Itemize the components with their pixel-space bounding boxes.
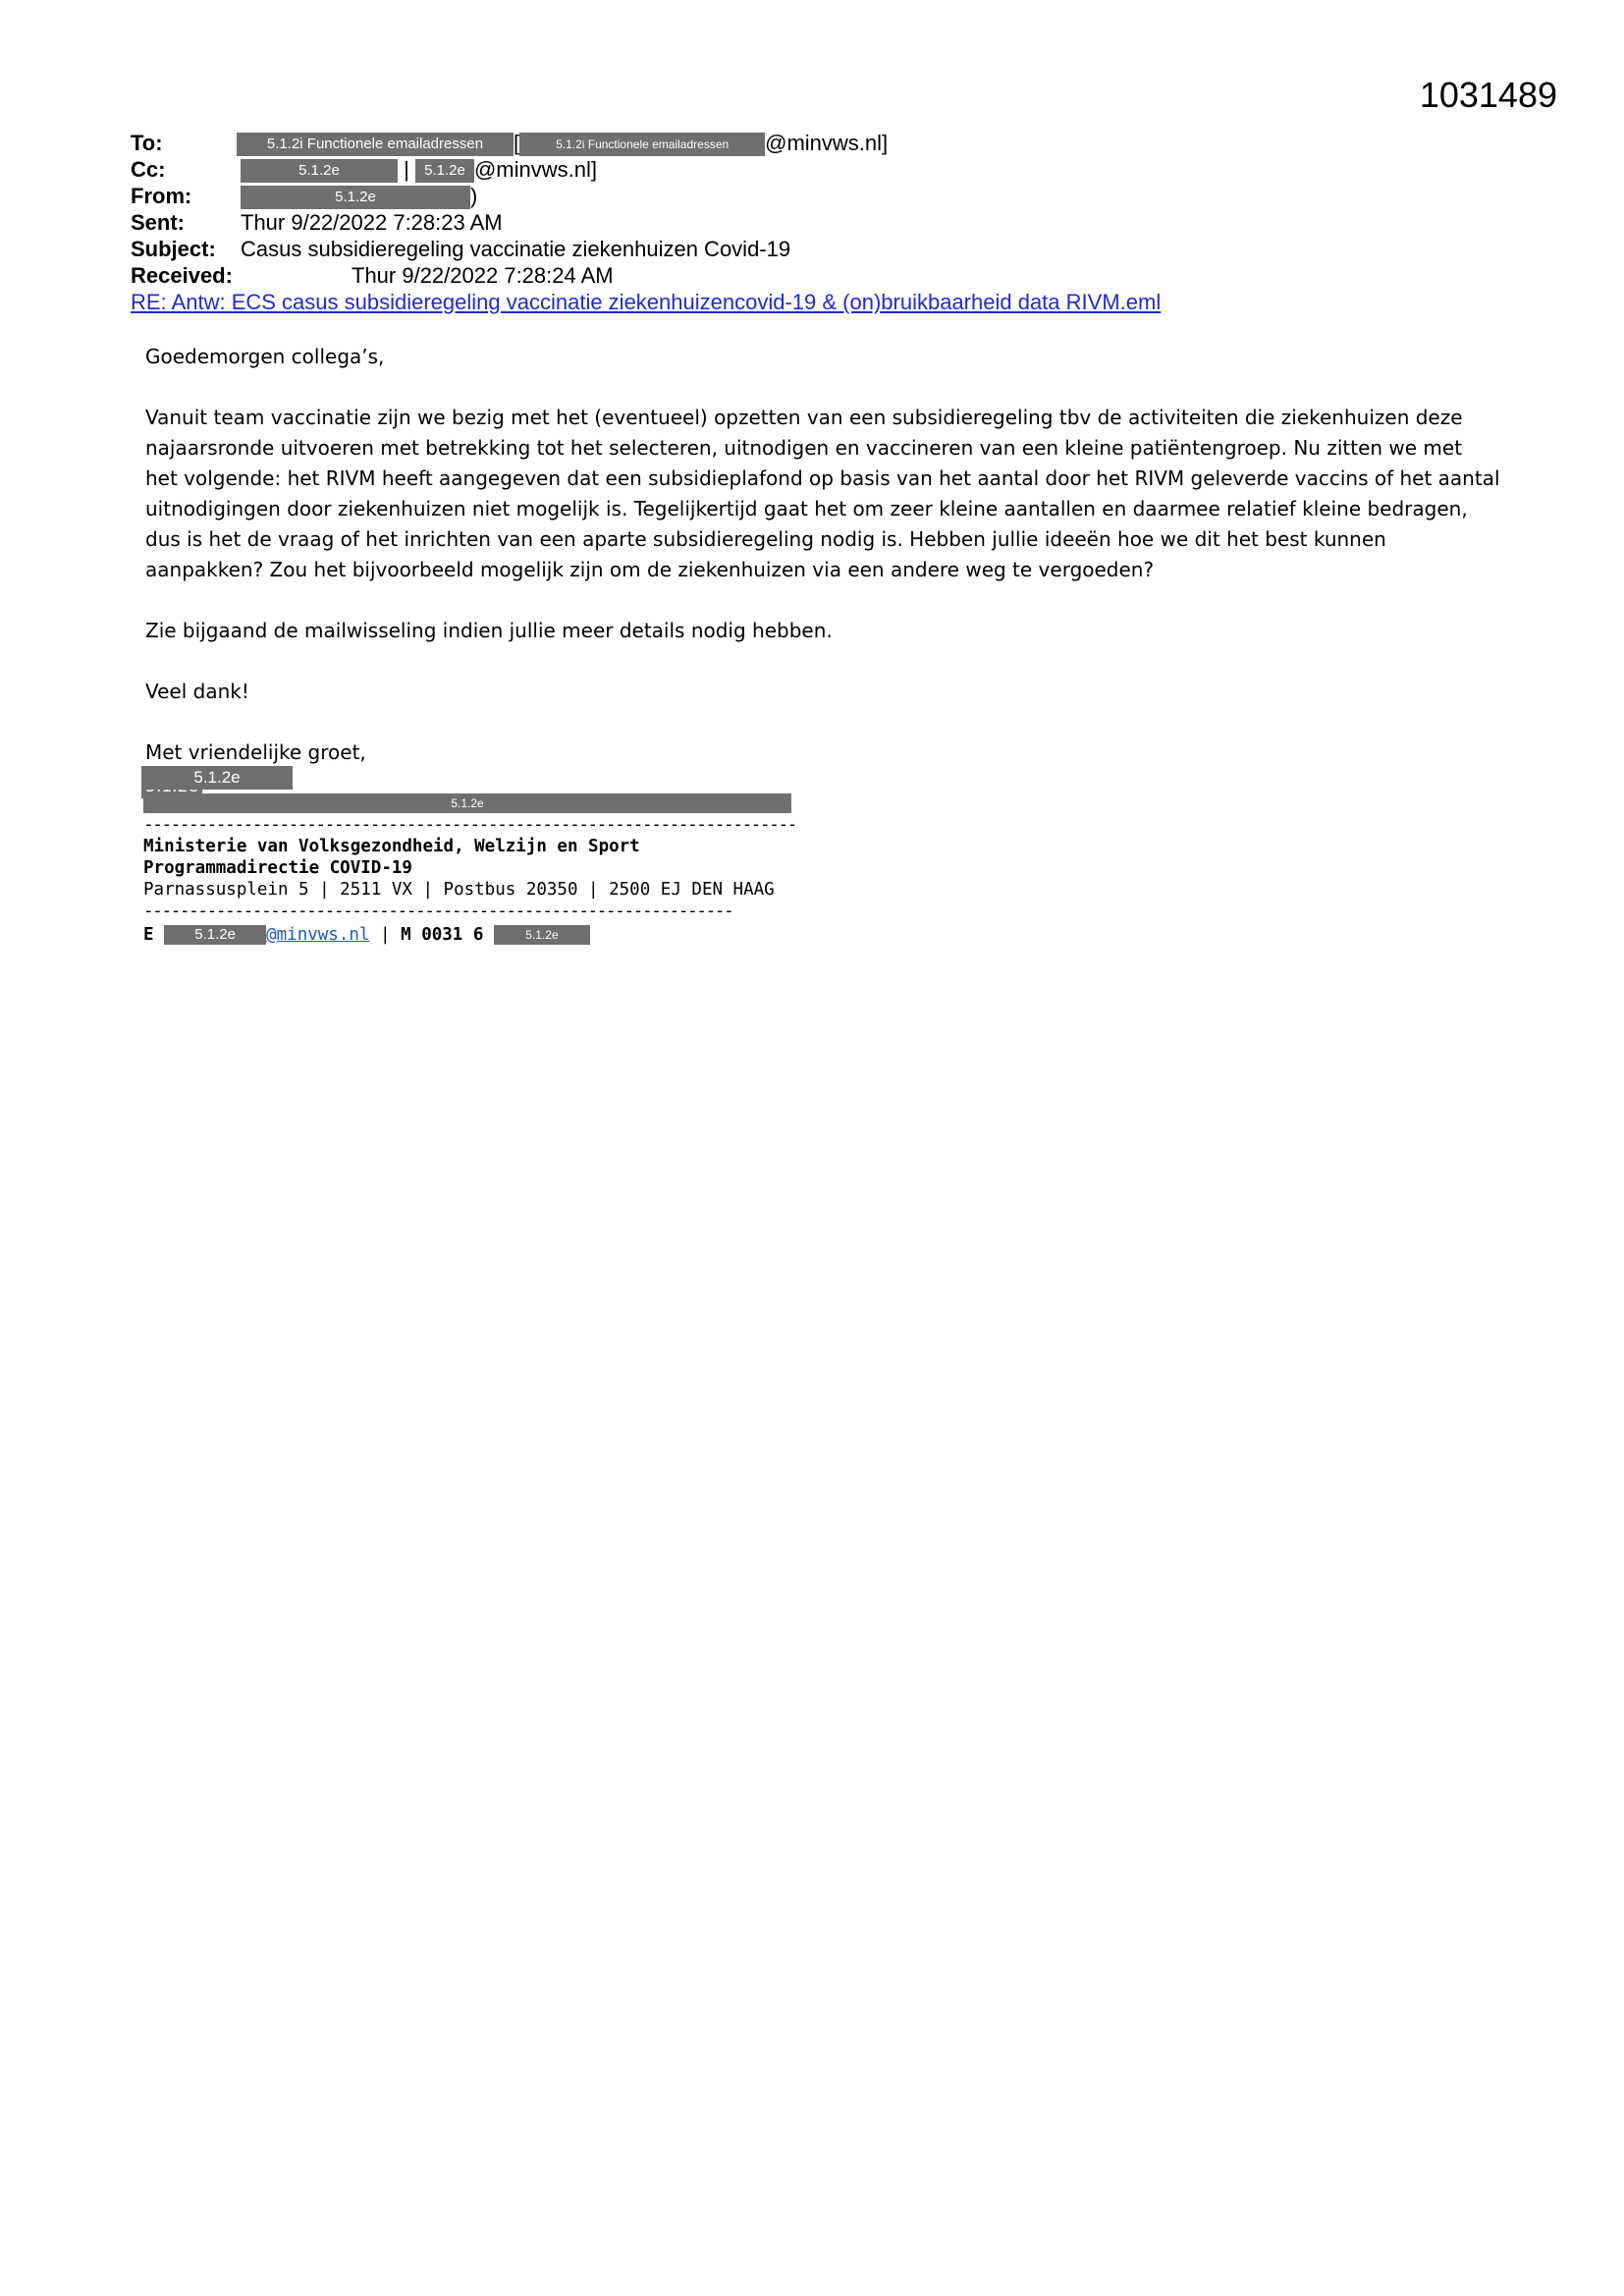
from-close: ) — [470, 184, 478, 208]
to-domain: @minvws.nl] — [765, 131, 889, 155]
signature-block — [143, 766, 796, 946]
thanks: Veel dank! — [145, 680, 249, 703]
attachment-note: Zie bijgaand de mailwisseling indien jullie meer details nodig hebben. — [145, 619, 833, 642]
received-value: Thur 9/22/2022 7:28:24 AM — [352, 263, 614, 288]
from-redaction: 5.1.2e — [241, 186, 470, 209]
contact-row — [143, 924, 796, 946]
from-label: From: — [131, 184, 192, 208]
cc-redaction-2: 5.1.2e — [415, 159, 474, 183]
mobile-prefix: 0031 6 — [421, 925, 484, 945]
email-body — [145, 342, 1500, 800]
department: Programmadirectie COVID-19 — [143, 858, 412, 878]
cc-redaction-1: 5.1.2e — [241, 159, 398, 183]
sent-label: Sent: — [131, 210, 185, 235]
org-name: Ministerie van Volksgezondheid, Welzijn en Sport — [143, 837, 640, 856]
greeting: Goedemorgen collega’s, — [145, 345, 385, 368]
subject-value: Casus subsidieregeling vaccinatie ziekenhuizen Covid-19 — [241, 237, 791, 261]
divider-bottom: ----------------------------------------------------------------- — [143, 902, 733, 921]
cc-separator: | — [404, 157, 409, 182]
document-number: 1031489 — [1419, 75, 1557, 115]
address: Parnassusplein 5 | 2511 VX | Postbus 20350 | 2500 EJ DEN HAAG — [143, 880, 775, 900]
subject-label: Subject: — [131, 237, 216, 261]
cc-domain: @minvws.nl] — [473, 157, 597, 182]
sent-value: Thur 9/22/2022 7:28:23 AM — [241, 210, 503, 235]
signature-name-redaction: 5.1.2e — [141, 766, 293, 790]
email-link[interactable]: @minvws.nl — [266, 925, 370, 945]
mobile-redaction: 5.1.2e — [494, 925, 590, 945]
attachment-link[interactable]: RE: Antw: ECS casus subsidieregeling vaccinatie ziekenhuizencovid-19 & (on)bruikbaarheid data RIVM.eml — [131, 290, 1162, 314]
mobile-label: M — [401, 925, 411, 945]
signature-title-redaction: 5.1.2e — [143, 793, 791, 813]
to-bracket: [ — [514, 131, 520, 155]
email-redaction: 5.1.2e — [164, 925, 266, 945]
main-paragraph: Vanuit team vaccinatie zijn we bezig met het (eventueel) opzetten van een subsidieregeling tbv de activiteiten die ziekenhuizen deze najaarsronde uitvoeren met betrekking tot het selecteren, uitnodigen en vaccineren van een kleine patiëntengroep. Nu zitten we met het volgende: het RIVM heeft aangegeven dat een subsidieplafond op basis van het aantal door het RIVM geleverde vaccins of het aantal uitnodigingen door ziekenhuizen niet mogelijk is. Tegelijkertijd gaat het om zeer kleine aantallen en daarmee relatief kleine bedragen, dus is het de vraag of het inrichten van een aparte subsidieregeling nodig is. Hebben jullie ideeën hoe we dit het best kunnen aanpakken? Zou het bijvoorbeeld mogelijk zijn om de ziekenhuizen via een andere weg te vergoeden? — [145, 406, 1500, 581]
received-label: Received: — [131, 263, 233, 288]
to-redaction-2: 5.1.2i Functionele emailadressen — [519, 133, 765, 156]
to-label: To: — [131, 131, 163, 155]
to-redaction-1: 5.1.2i Functionele emailadressen — [237, 133, 514, 156]
contact-separator: | — [380, 925, 391, 945]
closing: Met vriendelijke groet, — [145, 740, 366, 764]
cc-label: Cc: — [131, 157, 166, 182]
divider-top: ------------------------------------------------------------------------ — [143, 815, 796, 835]
email-label: E — [143, 925, 154, 945]
